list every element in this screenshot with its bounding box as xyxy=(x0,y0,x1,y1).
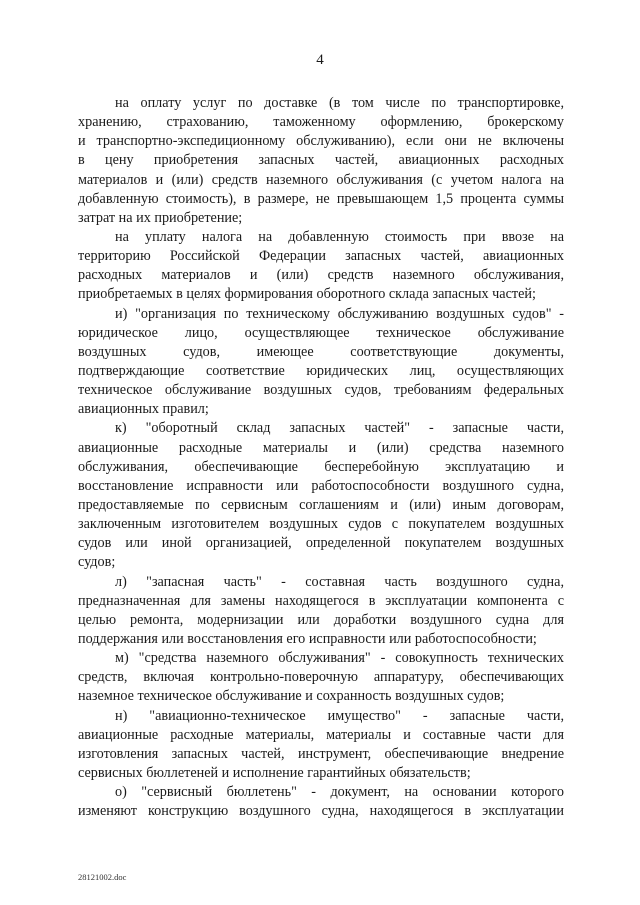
text-line: изготовления запасных частей, инструмент, обеспечивающие внедрение xyxy=(78,745,564,762)
text-line: подтверждающие соответствие юридических лиц, осуществляющих xyxy=(78,362,564,379)
footer-file-name: 28121002.doc xyxy=(78,872,127,882)
text-line: о) "сервисный бюллетень" - документ, на основании которого xyxy=(115,784,564,801)
text-line: заключенным изготовителем воздушных судов с покупателем воздушных xyxy=(78,516,564,533)
text-line: и) "организация по техническому обслуживанию воздушных судов" - xyxy=(115,305,564,322)
text-line: расходных материалов и (или) средств наземного обслуживания, xyxy=(78,267,564,284)
page-number: 4 xyxy=(316,52,324,68)
text-line: юридическое лицо, осуществляющее техническое обслуживание xyxy=(78,324,564,341)
text-line: хранению, страхованию, таможенному оформлению, брокерскому xyxy=(78,114,564,131)
text-line: авиационные расходные материалы, материалы и составные части для xyxy=(78,726,564,743)
text-line: в цену приобретения запасных частей, авиационных расходных xyxy=(78,152,564,169)
text-line: судов; xyxy=(78,554,116,571)
text-line: на оплату услуг по доставке (в том числе по транспортировке, xyxy=(115,95,564,111)
document-body xyxy=(78,94,564,821)
text-line: на уплату налога на добавленную стоимость при ввозе на xyxy=(115,228,564,245)
text-line: сервисных бюллетеней и исполнение гарантийных обязательств; xyxy=(78,764,471,781)
text-line: добавленную стоимость), в размере, не превышающем 1,5 процента суммы xyxy=(78,190,564,207)
text-line: целью ремонта, модернизации или доработки воздушного судна для xyxy=(78,611,564,628)
text-line: и транспортно-экспедиционному обслуживанию), если они не включены xyxy=(78,133,564,150)
text-line: изменяют конструкцию воздушного судна, находящегося в эксплуатации xyxy=(78,803,564,820)
text-line: техническое обслуживание воздушных судов, требованиям федеральных xyxy=(78,382,564,399)
text-line: поддержания или восстановления его исправности или работоспособности; xyxy=(78,630,537,647)
text-line: воздушных судов, имеющее соответствующие документы, xyxy=(78,343,564,360)
text-line: наземное техническое обслуживание и сохранность воздушных судов; xyxy=(78,688,505,705)
text-line: материалов и (или) средств наземного обслуживания (с учетом налога на xyxy=(78,171,564,188)
text-line: м) "средства наземного обслуживания" - совокупность технических xyxy=(115,650,564,667)
text-line: н) "авиационно-техническое имущество" - запасные части, xyxy=(115,707,564,724)
text-line: предназначенная для замены находящегося в эксплуатации компонента с xyxy=(78,592,564,609)
text-line: к) "оборотный склад запасных частей" - запасные части, xyxy=(115,420,564,437)
text-line: авиационных правил; xyxy=(78,401,209,418)
text-line: предоставляемые по сервисным соглашениям и (или) иным договорам, xyxy=(78,496,564,513)
text-line: авиационные расходные материалы и (или) средства наземного xyxy=(78,439,564,456)
text-line: затрат на их приобретение; xyxy=(78,209,243,226)
text-line: обслуживания, обеспечивающие бесперебойную эксплуатацию и xyxy=(78,458,564,475)
text-line: восстановление исправности или работоспособности воздушного судна, xyxy=(78,477,564,494)
text-line: приобретаемых в целях формирования оборотного склада запасных частей; xyxy=(78,286,536,303)
text-line: территорию Российской Федерации запасных частей, авиационных xyxy=(78,248,564,265)
text-line: л) "запасная часть" - составная часть воздушного судна, xyxy=(115,573,564,590)
text-line: средств, включая контрольно-поверочную аппаратуру, обеспечивающих xyxy=(78,669,564,686)
text-line: судов или иной организацией, определенной покупателем воздушных xyxy=(78,535,564,552)
